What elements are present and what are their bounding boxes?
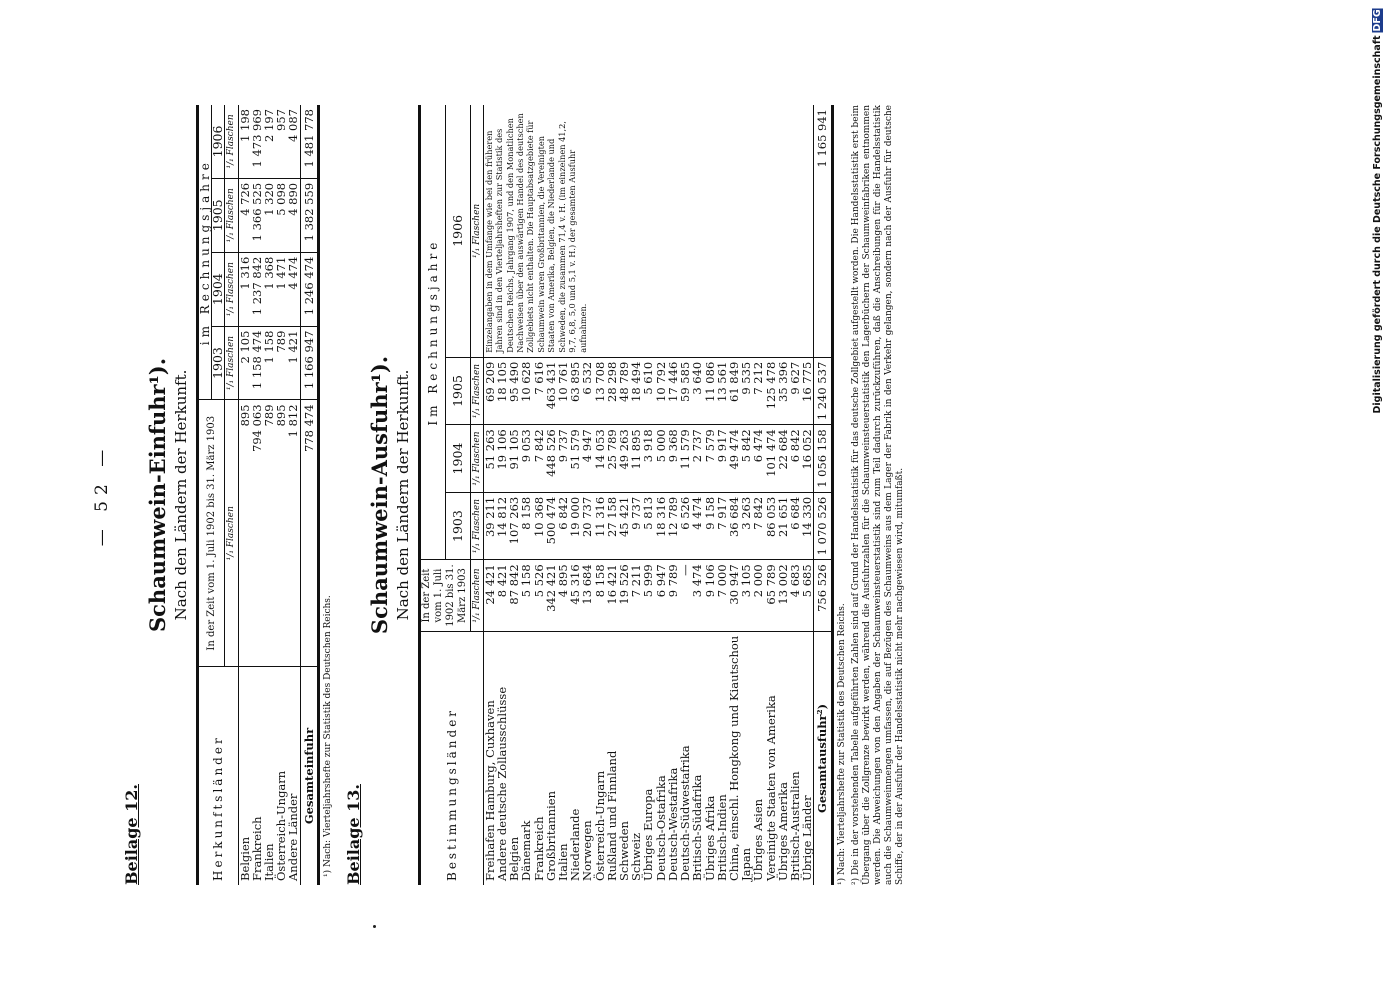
value-cell: 2 197 — [263, 105, 275, 178]
value-cell: 8 421 — [496, 560, 508, 631]
value-cell: 789 — [275, 326, 287, 400]
value-cell: 5 842 — [740, 425, 752, 493]
value-cell: 9 106 — [704, 560, 716, 631]
col-header-year: 1906 — [446, 105, 470, 357]
value-cell: 91 105 — [508, 425, 520, 493]
value-cell: 11 895 — [630, 425, 642, 493]
value-cell: 895 — [275, 400, 287, 667]
value-cell: 6 684 — [789, 492, 801, 560]
value-cell: 61 849 — [728, 357, 740, 425]
total-value-cell: 1 382 559 — [300, 178, 318, 252]
value-cell: 9 535 — [740, 357, 752, 425]
value-cell: 789 — [263, 400, 275, 667]
value-cell: 5 098 — [275, 178, 287, 252]
col-header-country: Bestimmungsländer — [419, 631, 483, 885]
value-cell: 1 320 — [263, 178, 275, 252]
value-cell: 19 526 — [618, 560, 630, 631]
value-cell: 14 330 — [801, 492, 814, 560]
value-cell: 16 775 — [801, 357, 814, 425]
unit-label: ¹/₁ Flaschen — [470, 357, 483, 425]
value-cell: 10 761 — [557, 357, 569, 425]
document-page — [92, 105, 906, 885]
country-cell: Japan — [739, 847, 754, 881]
value-cell: 87 842 — [508, 560, 520, 631]
country-cell: Übriges Amerika — [775, 782, 790, 881]
value-cell: 4 890 — [287, 178, 300, 252]
col-header-group: im Rechnungsjahre — [198, 105, 212, 400]
value-cell: 14 053 — [594, 425, 606, 493]
country-cell: Britisch-Südafrika — [690, 774, 705, 881]
value-cell: 49 474 — [728, 425, 740, 493]
value-cell: 86 053 — [765, 492, 777, 560]
value-cell: 17 446 — [667, 357, 679, 425]
value-cell: 1 316 — [238, 252, 251, 326]
value-cell: 794 063 — [251, 400, 263, 667]
value-cell: 342 421 — [545, 560, 557, 631]
value-cell: 9 917 — [716, 425, 728, 493]
total-value-cell: 1 070 526 — [814, 492, 832, 560]
value-cell: 11 316 — [594, 492, 606, 560]
value-cell: 1 473 969 — [251, 105, 263, 178]
value-cell: 1 368 — [263, 252, 275, 326]
country-cell: Rußland und Finnland — [604, 750, 619, 881]
value-cell: 14 812 — [496, 492, 508, 560]
value-cell: 65 789 — [765, 560, 777, 631]
country-cell: Übriges Europa — [641, 788, 656, 881]
value-cell: 2 105 — [238, 326, 251, 400]
total-value-cell: 778 474 — [300, 400, 318, 667]
value-cell: — — [679, 560, 691, 631]
value-cell: 1 812 — [287, 400, 300, 667]
value-cell: 9 053 — [520, 425, 532, 493]
beilage-12-subtitle: Nach den Ländern der Herkunft. — [172, 369, 190, 621]
country-cell: Deutsch-Ostafrika — [653, 775, 668, 881]
total-value-cell: 1 240 537 — [814, 357, 832, 425]
value-cell: 24 421 — [483, 560, 496, 631]
value-cell: 5 999 — [642, 560, 654, 631]
value-cell: 19 000 — [569, 492, 581, 560]
value-cell: 1 158 — [263, 326, 275, 400]
value-cell: 5 000 — [655, 425, 667, 493]
col-header-period: In der Zeit vom 1. Juli 1902 bis 31. März 1903 — [419, 560, 470, 631]
value-cell: 7 579 — [704, 425, 716, 493]
value-cell: 13 708 — [594, 357, 606, 425]
unit-label: ¹/₁ Flaschen — [225, 105, 238, 178]
value-cell: 9 737 — [630, 492, 642, 560]
value-cell: 5 158 — [520, 560, 532, 631]
value-cell: 39 211 — [483, 492, 496, 560]
value-cell: 4 087 — [287, 105, 300, 178]
value-cell: 2 000 — [752, 560, 764, 631]
value-cell: 448 526 — [545, 425, 557, 493]
value-cell: 3 640 — [691, 357, 703, 425]
value-cell: 6 532 — [581, 357, 593, 425]
page-number: — 52 — — [92, 443, 112, 547]
unit-label: ¹/₁ Flaschen — [225, 178, 238, 252]
unit-label: ¹/₁ Flaschen — [470, 492, 483, 560]
total-label: Gesamteinfuhr — [300, 667, 318, 886]
country-cell: Italien — [556, 843, 571, 881]
unit-label: ¹/₁ Flaschen — [470, 560, 483, 631]
value-cell: 10 368 — [533, 492, 545, 560]
value-cell: 1 421 — [287, 326, 300, 400]
scan-speck — [373, 925, 376, 928]
value-cell: 9 368 — [667, 425, 679, 493]
total-row — [814, 105, 832, 885]
col-header-year: 1903 — [212, 326, 225, 400]
value-cell: 7 000 — [716, 560, 728, 631]
value-cell: 49 263 — [618, 425, 630, 493]
value-cell: 500 474 — [545, 492, 557, 560]
country-cell: Übriges Asien — [751, 798, 766, 881]
country-cell: Frankreich — [249, 816, 264, 881]
total-label: Gesamtausfuhr²) — [814, 631, 832, 885]
value-cell: 107 263 — [508, 492, 520, 560]
value-cell: 4 726 — [238, 178, 251, 252]
value-cell: 957 — [275, 105, 287, 178]
value-cell: 3 474 — [691, 560, 703, 631]
value-cell: 4 947 — [581, 425, 593, 493]
unit-label: ¹/₁ Flaschen — [225, 400, 238, 667]
value-cell: 95 490 — [508, 357, 520, 425]
value-cell: 13 684 — [581, 560, 593, 631]
country-cell: Belgien — [507, 836, 522, 881]
import-table — [196, 105, 320, 885]
value-cell: 2 737 — [691, 425, 703, 493]
note-1906: Einzelangaben in dem Umfange wie bei den früheren Jahren sind in den Vierteljahrsheften zur Statistik des Deutschen Reichs, Jahrgang 1907, und den Monatlichen Nachweisen über den auswärtigen Handel des deutschen Zollgebiets nicht enthalten. Die Hauptabsatzgebiete für Schaumwein waren Großbritannien, die Vereinigten Staaten von Amerika, Belgien, die Niederlande und Schweden, die zusammen 71,4 v. H. (im einzelnen 41,2, 9,7, 6,8, 5,0 und 5,1 v. H.) der gesamten Ausfuhr aufnahmen. — [483, 105, 813, 357]
col-header-group: Im Rechnungsjahre — [419, 105, 445, 560]
country-cell: Großbritannien — [543, 790, 558, 881]
value-cell: 7 842 — [533, 425, 545, 493]
value-cell: 18 105 — [496, 357, 508, 425]
country-cell: Belgien — [237, 836, 252, 881]
country-cell: Dänemark — [519, 820, 534, 881]
value-cell: 8 158 — [594, 560, 606, 631]
country-cell: Österreich-Ungarn — [592, 770, 607, 881]
country-cell: Übriges Afrika — [702, 795, 717, 881]
col-header-year: 1906 — [212, 105, 225, 178]
value-cell: 9 158 — [704, 492, 716, 560]
value-cell: 4 683 — [789, 560, 801, 631]
col-header-period: In der Zeit vom 1. Juli 1902 bis 31. März 1903 — [198, 400, 225, 667]
beilage-12-footnote: ¹) Nach: Vierteljahrshefte zur Statistik des Deutschen Reichs. — [322, 595, 333, 877]
value-cell: 1 471 — [275, 252, 287, 326]
value-cell: 69 209 — [483, 357, 496, 425]
col-header-year: 1903 — [446, 492, 470, 560]
value-cell: 22 684 — [777, 425, 789, 493]
value-cell: 6 842 — [789, 425, 801, 493]
value-cell: 11 086 — [704, 357, 716, 425]
value-cell: 10 628 — [520, 357, 532, 425]
value-cell: 3 105 — [740, 560, 752, 631]
value-cell: 28 298 — [606, 357, 618, 425]
value-cell: 11 579 — [679, 425, 691, 493]
value-cell: 1 158 474 — [251, 326, 263, 400]
col-header-year: 1905 — [212, 178, 225, 252]
unit-label: ¹/₁ Flaschen — [470, 425, 483, 493]
total-value-cell: 1 056 158 — [814, 425, 832, 493]
value-cell: 7 212 — [752, 357, 764, 425]
value-cell: 4 474 — [691, 492, 703, 560]
value-cell: 16 052 — [801, 425, 814, 493]
value-cell: 16 421 — [606, 560, 618, 631]
value-cell: 7 211 — [630, 560, 642, 631]
total-value-cell: 1 166 947 — [300, 326, 318, 400]
table-row — [238, 105, 251, 885]
country-cell: Andere Länder — [286, 793, 301, 881]
table-row — [287, 105, 300, 885]
value-cell: 5 526 — [533, 560, 545, 631]
value-cell: 7 917 — [716, 492, 728, 560]
country-cell: Frankreich — [531, 816, 546, 881]
country-cell: Britisch-Indien — [714, 794, 729, 881]
value-cell: 51 579 — [569, 425, 581, 493]
country-cell: Freihafen Hamburg, Cuxhaven — [482, 700, 497, 881]
value-cell: 30 947 — [728, 560, 740, 631]
value-cell: 5 813 — [642, 492, 654, 560]
value-cell: 45 421 — [618, 492, 630, 560]
value-cell: 12 789 — [667, 492, 679, 560]
total-value-cell: 1 246 474 — [300, 252, 318, 326]
value-cell: 1 198 — [238, 105, 251, 178]
col-header-year: 1905 — [446, 357, 470, 425]
value-cell: 1 366 525 — [251, 178, 263, 252]
country-cell: Andere deutsche Zollausschlüsse — [495, 686, 510, 881]
total-value-cell: 756 526 — [814, 560, 832, 631]
table-row — [275, 105, 287, 885]
value-cell: 59 585 — [679, 357, 691, 425]
col-header-year: 1904 — [446, 425, 470, 493]
beilage-12-title: Schaumwein-Einfuhr¹). — [145, 357, 170, 633]
total-value-cell: 1 165 941 — [814, 105, 832, 357]
unit-label: ¹/₁ Flaschen — [470, 105, 483, 357]
col-header-year: 1904 — [212, 252, 225, 326]
value-cell: 4 895 — [557, 560, 569, 631]
value-cell: 101 474 — [765, 425, 777, 493]
country-cell: Norwegen — [580, 820, 595, 881]
value-cell: 9 789 — [667, 560, 679, 631]
value-cell: 20 737 — [581, 492, 593, 560]
country-cell: Britisch-Australien — [787, 771, 802, 881]
value-cell: 10 792 — [655, 357, 667, 425]
unit-label: ¹/₁ Flaschen — [225, 252, 238, 326]
export-table — [418, 105, 834, 885]
value-cell: 13 561 — [716, 357, 728, 425]
unit-label: ¹/₁ Flaschen — [225, 326, 238, 400]
value-cell: 51 263 — [483, 425, 496, 493]
beilage-13-footnote-2: ²) Die in der vorstehenden Tabelle aufgeführten Zahlen sind auf Grund der Handelsstatistik für das deutsche Zollgebiet aufgestellt worden. Die Handelsstatistik erst beim Übergang über die Zollgrenze bewirkt werden, während die Ausfuhrzahlen für die Schaumweinsteuerstatistik den Lagerbüchern der Schaumweinfabriken entnommen werden. Die Abweichungen von den Angaben der Schaumweinsteuerstatistik sind zum Teil dadurch zurückzuführen, daß die Anschreibungen für die Handelsstatistik auch die Schaumweinmengen umfassen, die auf Bezügen des Schaumweins aus dem Lager der Fabrik in den Verkehr gelangen, sondern nach der Ausfuhr für deutsche Schiffe, der in der Ausfuhr der Handelsstatistik nicht mehr nachgewiesen wird, mitumfaßt. — [850, 105, 905, 885]
value-cell: 18 494 — [630, 357, 642, 425]
dfg-credit — [1372, 8, 1383, 413]
col-header-country: Herkunftsländer — [198, 667, 239, 886]
value-cell: 6 526 — [679, 492, 691, 560]
beilage-13-label: Beilage 13. — [343, 784, 363, 885]
value-cell: 5 685 — [801, 560, 814, 631]
table-row — [263, 105, 275, 885]
value-cell: 6 947 — [655, 560, 667, 631]
country-cell: Übrige Länder — [800, 795, 815, 881]
value-cell: 125 478 — [765, 357, 777, 425]
beilage-12-label: Beilage 12. — [122, 784, 141, 885]
beilage-13-title: Schaumwein-Ausfuhr¹). — [366, 355, 392, 635]
value-cell: 19 106 — [496, 425, 508, 493]
country-cell: Österreich-Ungarn — [274, 770, 289, 881]
value-cell: 6 842 — [557, 492, 569, 560]
value-cell: 3 263 — [740, 492, 752, 560]
country-cell: China, einschl. Hongkong und Kiautschou — [726, 635, 741, 881]
value-cell: 8 158 — [520, 492, 532, 560]
value-cell: 5 610 — [642, 357, 654, 425]
dfg-credit-text: Digitalisierung gefördert durch die Deutsche Forschungsgemeinschaft — [1372, 35, 1383, 414]
beilage-13-footnote-1: ¹) Nach: Vierteljahrshefte zur Statistik des Deutschen Reichs. — [836, 603, 847, 885]
value-cell: 3 918 — [642, 425, 654, 493]
value-cell: 9 627 — [789, 357, 801, 425]
value-cell: 21 651 — [777, 492, 789, 560]
value-cell: 45 316 — [569, 560, 581, 631]
value-cell: 463 431 — [545, 357, 557, 425]
value-cell: 4 474 — [287, 252, 300, 326]
dfg-logo: DFG — [1372, 9, 1383, 32]
value-cell: 7 842 — [752, 492, 764, 560]
total-row — [300, 105, 318, 885]
value-cell: 6 474 — [752, 425, 764, 493]
value-cell: 36 684 — [728, 492, 740, 560]
value-cell: 35 396 — [777, 357, 789, 425]
value-cell: 1 237 842 — [251, 252, 263, 326]
value-cell: 63 895 — [569, 357, 581, 425]
value-cell: 25 789 — [606, 425, 618, 493]
beilage-13-subtitle: Nach den Ländern der Herkunft. — [393, 369, 412, 621]
table-row — [251, 105, 263, 885]
value-cell: 13 002 — [777, 560, 789, 631]
country-cell: Schweden — [617, 821, 632, 881]
value-cell: 7 616 — [533, 357, 545, 425]
country-cell: Deutsch-Südwestafrika — [678, 745, 693, 881]
total-value-cell: 1 481 778 — [300, 105, 318, 178]
value-cell: 9 737 — [557, 425, 569, 493]
value-cell: 27 158 — [606, 492, 618, 560]
country-cell: Italien — [262, 843, 277, 881]
value-cell: 895 — [238, 400, 251, 667]
value-cell: 48 789 — [618, 357, 630, 425]
country-cell: Schweiz — [629, 832, 644, 881]
value-cell: 18 316 — [655, 492, 667, 560]
country-cell: Niederlande — [568, 808, 583, 881]
country-cell: Deutsch-Westafrika — [665, 767, 680, 881]
country-cell: Vereinigte Staaten von Amerika — [763, 695, 778, 881]
